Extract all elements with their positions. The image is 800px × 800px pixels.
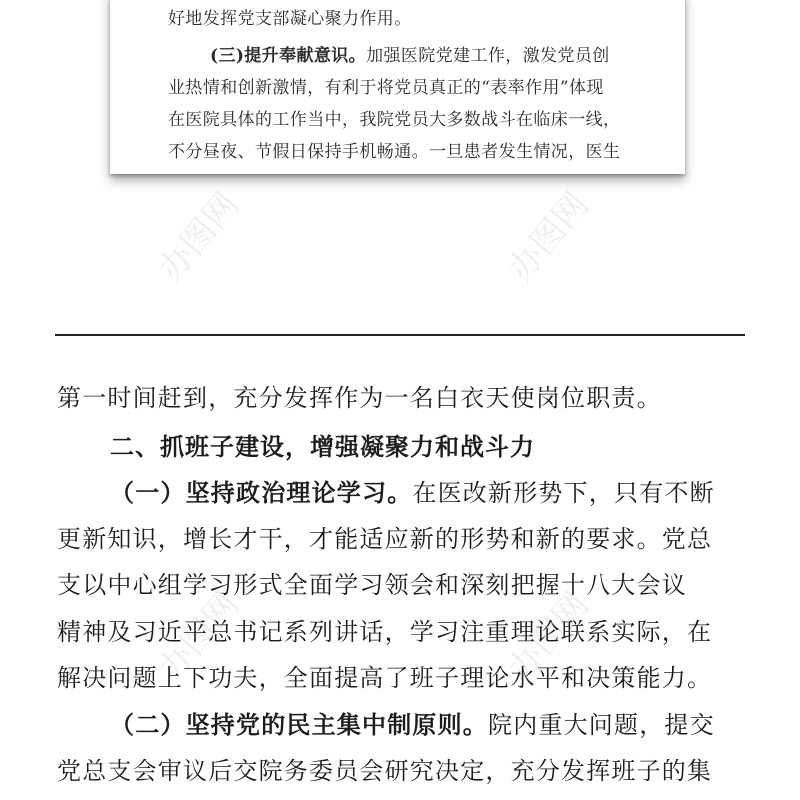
card-text-line xyxy=(168,0,620,2)
doc-text-line: 党总支会审议后交院务委员会研究决定，充分发挥班子的集 xyxy=(57,757,713,785)
watermark: 办图网 xyxy=(150,184,247,289)
card-text: 加强医院党建工作，激发党员创 xyxy=(366,46,610,66)
subsection-title: （一）坚持政治理论学习。 xyxy=(110,478,413,507)
card-subheading: (三)提升奉献意识。 xyxy=(210,46,367,66)
watermark: 办图网 xyxy=(500,184,597,289)
doc-text-line: 支以中心组学习形式全面学习领会和深刻把握十八大会议 xyxy=(57,571,687,599)
card-text-line: 在医院具体的工作当中，我院党员大多数战斗在临床一线， xyxy=(168,110,621,130)
doc-text-line: 第一时间赶到，充分发挥作为一名白衣天使岗位职责。 xyxy=(57,384,662,412)
page-preview-card xyxy=(110,0,685,174)
card-text-line: 好地发挥党支部凝心聚力作用。 xyxy=(168,9,412,29)
card-text-line xyxy=(210,44,610,68)
doc-text-line: 精神及习近平总书记系列讲话，学习注重理论联系实际，在 xyxy=(57,618,713,646)
doc-text: 院内重大问题，提交 xyxy=(488,711,715,739)
watermark: 办图网 xyxy=(150,584,247,689)
watermark: 办图网 xyxy=(500,584,597,689)
card-text-line: 不分昼夜、节假日保持手机畅通。一旦患者发生情况，医生 xyxy=(168,142,621,162)
section-heading: 二、抓班子建设，增强凝聚力和战斗力 xyxy=(110,432,535,461)
doc-text-line: 更新知识，增长才干，才能适应新的形势和新的要求。党总 xyxy=(57,525,713,553)
subsection-title: （二）坚持党的民主集中制原则。 xyxy=(110,710,488,739)
doc-text-line xyxy=(110,705,715,740)
page-divider xyxy=(55,334,745,336)
doc-text-line: 解决问题上下功夫，全面提高了班子理论水平和决策能力。 xyxy=(57,664,713,692)
doc-text: 在医改新形势下，只有不断 xyxy=(412,479,715,507)
card-text-line: 业热情和创新激情，有利于将党员真正的“表率作用”体现 xyxy=(168,78,604,98)
doc-text-line xyxy=(110,473,715,508)
